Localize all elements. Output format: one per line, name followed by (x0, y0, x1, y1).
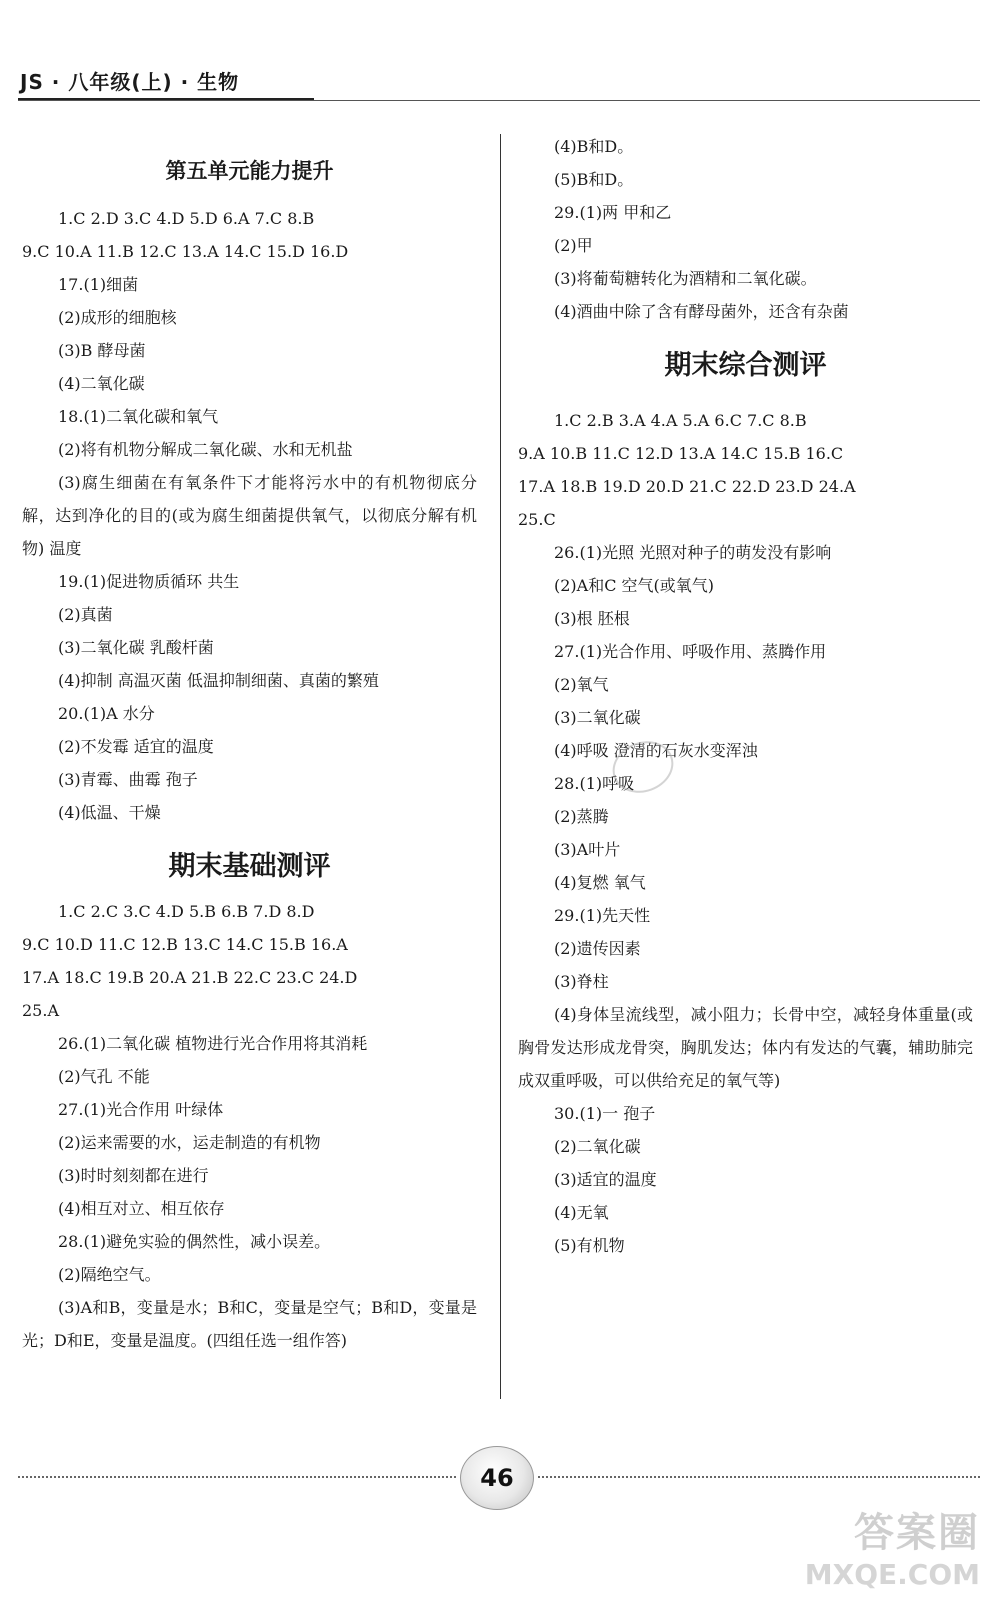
answer-line: 30.(1)一 孢子 (554, 1104, 656, 1123)
answer-line: (3)A叶片 (554, 840, 621, 859)
answer-paragraph: (4)身体呈流线型，减小阻力；长骨中空，减轻身体重量(或胸骨发达形成龙骨突，胸肌发达；体内有发达的气囊，辅助肺完成双重呼吸，可以供给充足的氧气等) (518, 1005, 973, 1090)
answer-line: 18.(1)二氧化碳和氧气 (58, 407, 219, 426)
answer-line: (2)成形的细胞核 (58, 308, 177, 327)
answer-line: (3)青霉、曲霉 孢子 (58, 770, 198, 789)
answer-line: (3)时时刻刻都在进行 (58, 1166, 209, 1185)
answer-line: (3)脊柱 (554, 972, 609, 991)
answer-line: (4)相互对立、相互依存 (58, 1199, 225, 1218)
answer-line: 28.(1)呼吸 (554, 774, 635, 793)
answer-line: (2)气孔 不能 (58, 1067, 150, 1086)
choice-line: 9.A 10.B 11.C 12.D 13.A 14.C 15.B 16.C (518, 444, 844, 463)
footer-dotted-rule-right (538, 1476, 980, 1478)
left-column (22, 150, 477, 1357)
answer-line: (3)根 胚根 (554, 609, 630, 628)
answer-line: (2)蒸腾 (554, 807, 609, 826)
answer-line: (2)二氧化碳 (554, 1137, 641, 1156)
answer-line: (5)B和D。 (554, 170, 634, 189)
answer-line: (2)真菌 (58, 605, 113, 624)
answer-paragraph: (3)A和B，变量是水；B和C，变量是空气；B和D，变量是光；D和E，变量是温度。(四组任选一组作答) (22, 1298, 477, 1350)
answer-line: 28.(1)避免实验的偶然性，减小误差。 (58, 1232, 331, 1251)
watermark-url: MXQE.COM (804, 1558, 980, 1591)
answer-line: (4)低温、干燥 (58, 803, 161, 822)
answer-line: (2)A和C 空气(或氧气) (554, 576, 715, 595)
choice-line: 1.C 2.C 3.C 4.D 5.B 6.B 7.D 8.D (58, 902, 315, 921)
answer-line: 26.(1)光照 光照对种子的萌发没有影响 (554, 543, 832, 562)
section-title-unit5: 第五单元能力提升 (165, 159, 334, 183)
answer-line: (2)将有机物分解成二氧化碳、水和无机盐 (58, 440, 353, 459)
answer-line: (2)运来需要的水，运走制造的有机物 (58, 1133, 321, 1152)
choice-line: 1.C 2.D 3.C 4.D 5.D 6.A 7.C 8.B (58, 209, 315, 228)
answer-line: 19.(1)促进物质循环 共生 (58, 572, 240, 591)
watermark (790, 1508, 980, 1594)
answer-line: 29.(1)先天性 (554, 906, 651, 925)
section-title-final-comprehensive: 期末综合测评 (664, 350, 827, 381)
answer-line: (3)二氧化碳 (554, 708, 641, 727)
answer-line: (2)遗传因素 (554, 939, 641, 958)
choice-line: 25.A (22, 1001, 59, 1020)
header-title: JS · 八年级(上) · 生物 (20, 70, 240, 94)
answer-line: (2)不发霉 适宜的温度 (58, 737, 214, 756)
answer-line: 27.(1)光合作用 叶绿体 (58, 1100, 224, 1119)
answer-line: (2)甲 (554, 236, 593, 255)
answer-line: (4)酒曲中除了含有酵母菌外，还含有杂菌 (554, 302, 849, 321)
choice-line: 1.C 2.B 3.A 4.A 5.A 6.C 7.C 8.B (554, 411, 807, 430)
answer-line: (4)二氧化碳 (58, 374, 145, 393)
answer-line: (3)二氧化碳 乳酸杆菌 (58, 638, 214, 657)
choice-line: 9.C 10.A 11.B 12.C 13.A 14.C 15.D 16.D (22, 242, 349, 261)
page-header (18, 62, 314, 101)
choice-line: 25.C (518, 510, 556, 529)
right-column (518, 130, 973, 1262)
section-title-final-basic: 期末基础测评 (168, 851, 331, 882)
answer-line: (2)隔绝空气。 (58, 1265, 161, 1284)
page-number: 46 (480, 1464, 514, 1492)
answer-line: (4)无氧 (554, 1203, 609, 1222)
page-number-badge (460, 1446, 534, 1510)
header-rule (18, 100, 980, 101)
column-divider (500, 134, 501, 1399)
choice-line: 9.C 10.D 11.C 12.B 13.C 14.C 15.B 16.A (22, 935, 348, 954)
answer-line: (3)将葡萄糖转化为酒精和二氧化碳。 (554, 269, 817, 288)
choice-line: 17.A 18.B 19.D 20.D 21.C 22.D 23.D 24.A (518, 477, 856, 496)
answer-line: (4)抑制 高温灭菌 低温抑制细菌、真菌的繁殖 (58, 671, 379, 690)
answer-line: (3)适宜的温度 (554, 1170, 657, 1189)
answer-line: (3)B 酵母菌 (58, 341, 146, 360)
answer-line: 27.(1)光合作用、呼吸作用、蒸腾作用 (554, 642, 827, 661)
answer-line: (4)复燃 氧气 (554, 873, 646, 892)
answer-line: (5)有机物 (554, 1236, 625, 1255)
answer-line: 29.(1)两 甲和乙 (554, 203, 672, 222)
answer-line: (4)呼吸 澄清的石灰水变浑浊 (554, 741, 758, 760)
answer-line: 17.(1)细菌 (58, 275, 139, 294)
watermark-logo: 答案圈 (854, 1510, 980, 1556)
answer-paragraph: (3)腐生细菌在有氧条件下才能将污水中的有机物彻底分解，达到净化的目的(或为腐生细菌提供氧气，以彻底分解有机物) 温度 (22, 473, 477, 558)
answer-line: (2)氧气 (554, 675, 609, 694)
answer-line: 20.(1)A 水分 (58, 704, 155, 723)
answer-line: 26.(1)二氧化碳 植物进行光合作用将其消耗 (58, 1034, 368, 1053)
answer-line: (4)B和D。 (554, 137, 634, 156)
choice-line: 17.A 18.C 19.B 20.A 21.B 22.C 23.C 24.D (22, 968, 358, 987)
footer-dotted-rule-left (18, 1476, 456, 1478)
